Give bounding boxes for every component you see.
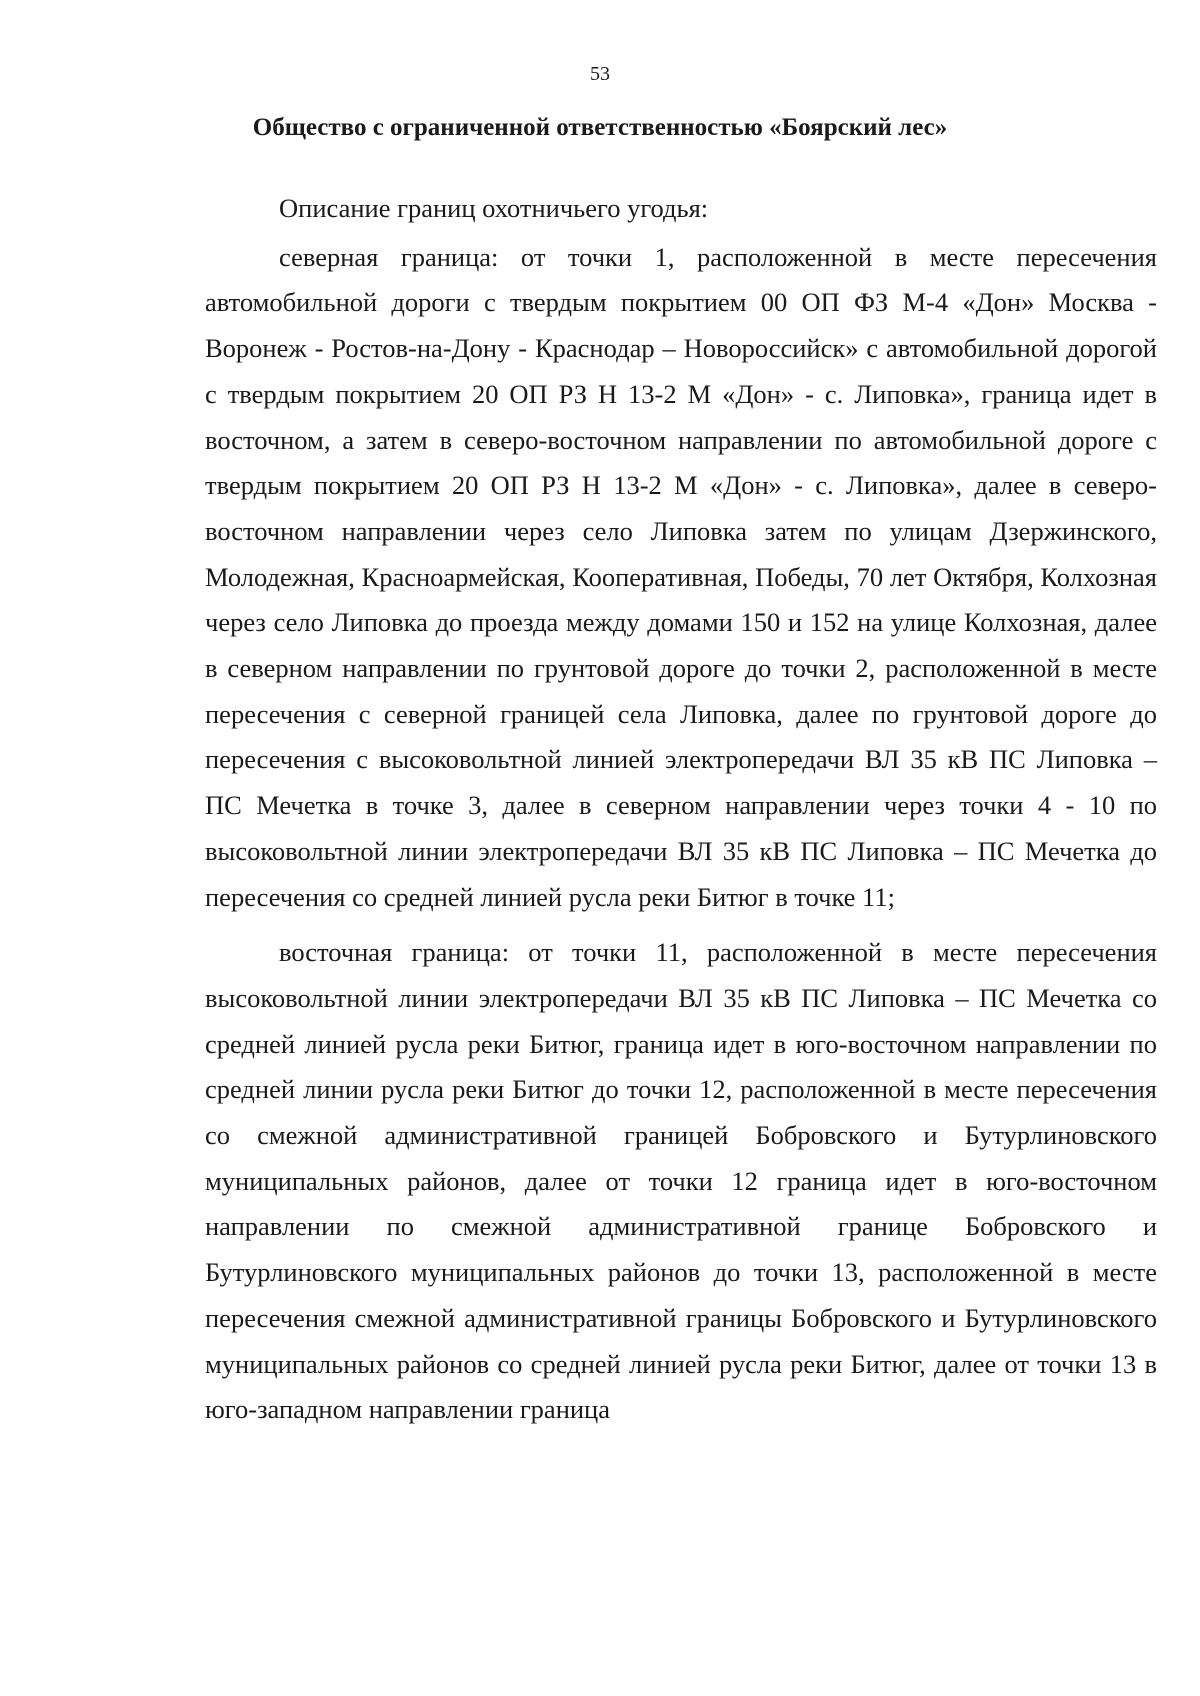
paragraph-north-boundary: северная граница: от точки 1, расположенной в месте пересечения автомобильной дороги с твердым покрытием 00 ОП ФЗ М-4 «Дон» Москва - Воронеж - Ростов-на-Дону - Краснодар – Новороссийск» с автомобильной дорогой с твердым покрытием 20 ОП РЗ Н 13-2 М «Дон» - с. Липовка», граница идет в восточном, а затем в северо-восточном направлении по автомобильной дороге с твердым покрытием 20 ОП РЗ Н 13-2 М «Дон» - с. Липовка», далее в северо-восточном направлении через село Липовка затем по улицам Дзержинского, Молодежная, Красноармейская, Кооперативная, Победы, 70 лет Октября, Колхозная через село Липовка до проезда между домами 150 и 152 на улице Колхозная, далее в северном направлении по грунтовой дороге до точки 2, расположенной в месте пересечения с северной границей села Липовка, далее по грунтовой дороге до пересечения с высоковольтной линией электропередачи ВЛ 35 кВ ПС Липовка – ПС Мечетка в точке 3, далее в северном направлении через точки 4 - 10 по высоковольтной линии электропередачи ВЛ 35 кВ ПС Липовка – ПС Мечетка до пересечения со средней линией русла реки Битюг в точке 11;	[205, 241, 1157, 912]
page-number: 53	[590, 63, 610, 85]
document-title: Общество с ограниченной ответственностью «Боярский лес»	[252, 114, 948, 141]
paragraph-intro: Описание границ охотничьего угодья:	[279, 193, 709, 223]
paragraph-east-boundary: восточная граница: от точки 11, расположенной в месте пересечения высоковольтной линии электропередачи ВЛ 35 кВ ПС Липовка – ПС Мечетка со средней линией русла реки Битюг, граница идет в юго-восточном направлении по средней линии русла реки Битюг до точки 12, расположенной в месте пересечения со смежной административной границей Бобровского и Бутурлиновского муниципальных районов, далее от точки 12 граница идет в юго-восточном направлении по смежной административной границе Бобровского и Бутурлиновского муниципальных районов до точки 13, расположенной в месте пересечения смежной административной границы Бобровского и Бутурлиновского муниципальных районов со средней линией русла реки Битюг, далее от точки 13 в юго-западном направлении граница	[205, 937, 1157, 1425]
document-body	[205, 186, 1157, 1433]
